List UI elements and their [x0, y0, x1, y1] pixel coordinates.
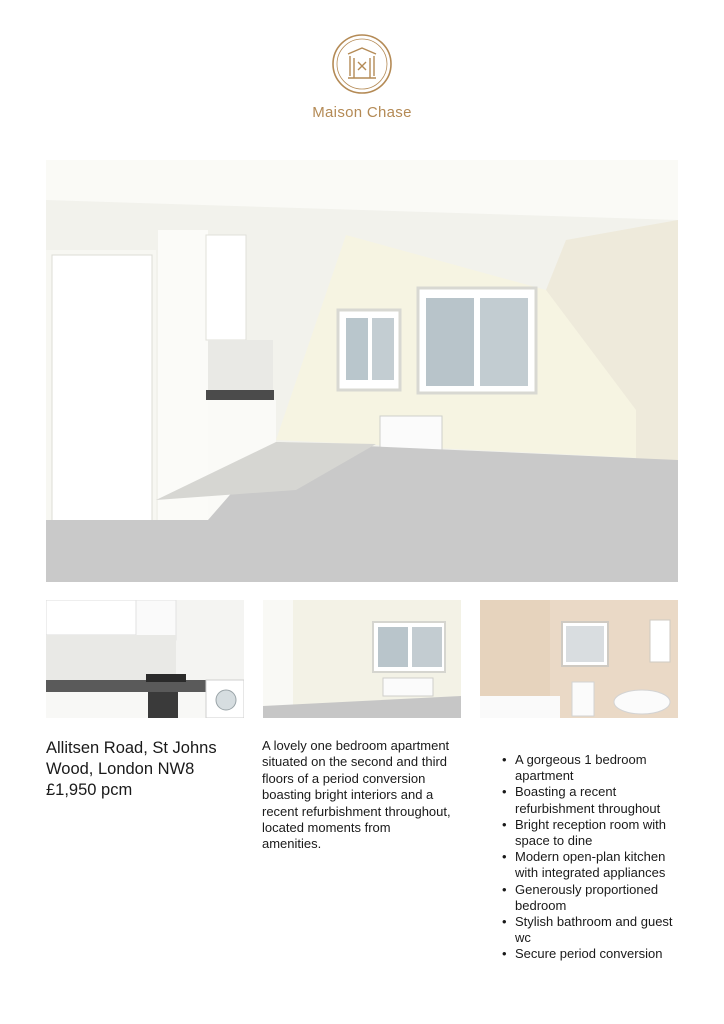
- feature-item: • Bright reception room with space to dine: [500, 817, 690, 849]
- feature-list: [500, 752, 690, 963]
- thumb-bathroom-photo: [480, 600, 678, 718]
- address-line-2: Wood, London NW8: [46, 760, 195, 778]
- feature-item: • Generously proportioned bedroom: [500, 882, 690, 914]
- brand-logo: [300, 32, 424, 128]
- listing-description: A lovely one bedroom apartment situated on the second and third floors of a period conversion boasting bright interiors and a recent refurbishment throughout, located moments from amenities.: [262, 738, 451, 852]
- thumb-reception-photo: [263, 600, 461, 718]
- thumb-kitchen-photo: [46, 600, 244, 718]
- brand-emblem-icon: [330, 32, 394, 96]
- brand-name: Maison Chase: [312, 104, 412, 121]
- hero-photo: [46, 160, 678, 582]
- address-line-1: Allitsen Road, St Johns: [46, 739, 217, 757]
- feature-item: • Modern open-plan kitchen with integrated appliances: [500, 849, 690, 881]
- listing-address-block: [46, 738, 246, 801]
- feature-item: • Secure period conversion: [500, 946, 690, 962]
- feature-item: • Stylish bathroom and guest wc: [500, 914, 690, 946]
- feature-item: • Boasting a recent refurbishment throughout: [500, 784, 690, 816]
- feature-item: • A gorgeous 1 bedroom apartment: [500, 752, 690, 784]
- rental-price: £1,950 pcm: [46, 781, 133, 799]
